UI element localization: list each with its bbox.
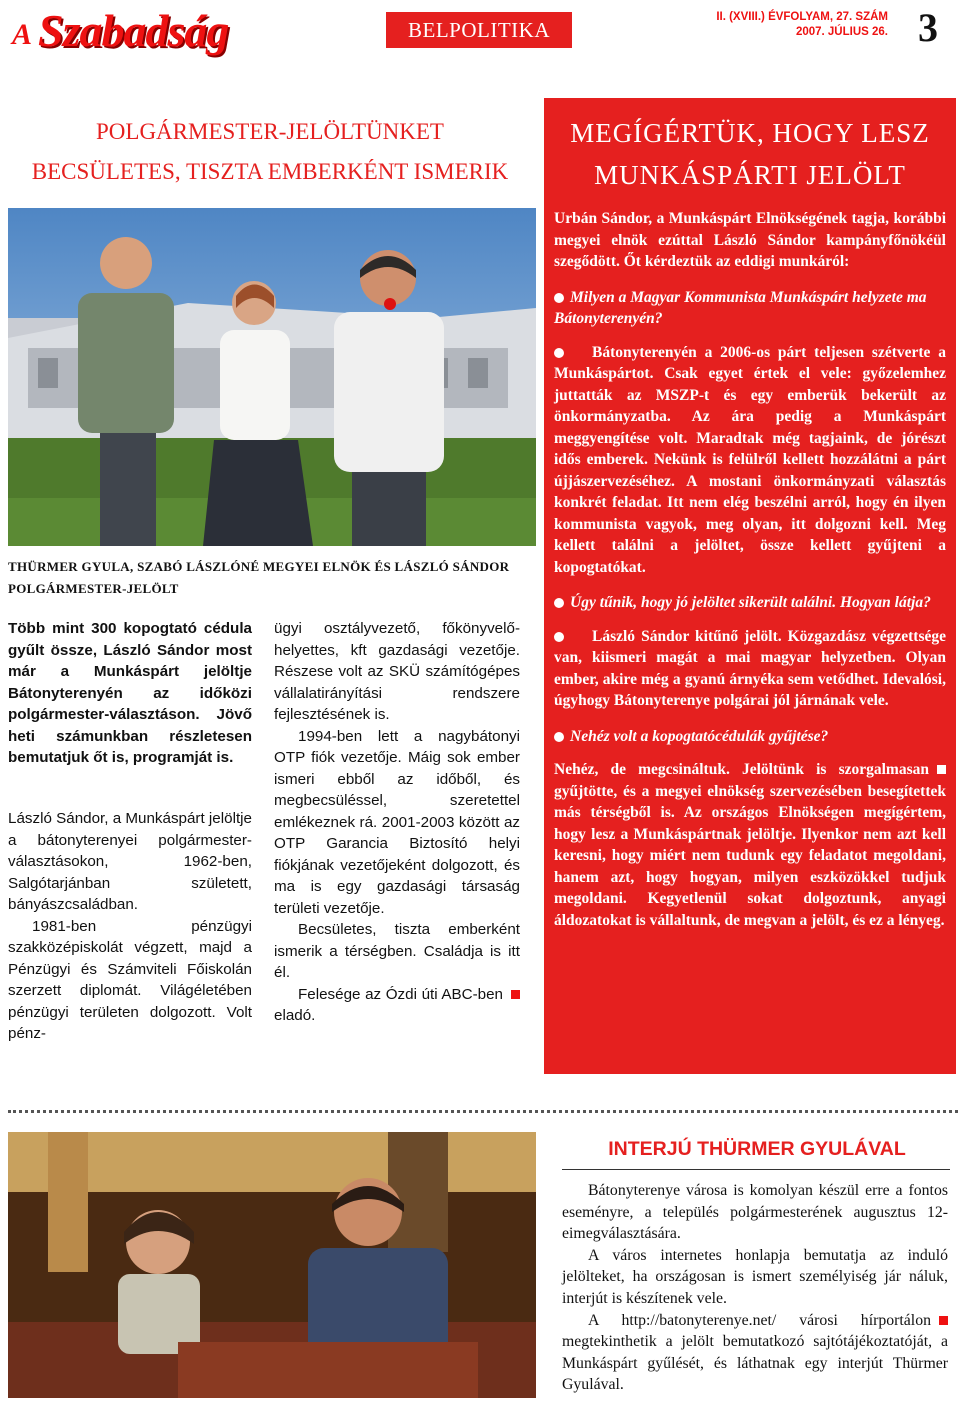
question-3 [554, 726, 946, 748]
paragraph-last [562, 1310, 948, 1396]
paragraph-last [274, 984, 520, 1027]
bullet-icon [554, 598, 564, 608]
question-2 [554, 592, 946, 614]
answer-text: Bátonyterenyén a 2006-os párt teljesen szétverte a Munkáspártot. Csak egyet értek el vele: győzelemhez juttatták az MSZP-t és egy emberük bekerült az önkormányzatba. Az ára pedig a Munkáspárt meggyengítése volt. Maradtak még tagjaink, de jórészt idős emberek. Nekünk is felülről kellett hozzálátni a párt újjászervezéséhez. A mostani önkormányzati választás konkrét feladat. Itt nem elég beszélni arról, hogy én ilyen kommunista vagyok, meg olyan, itt dolgozni kell. Meg kellett találni a jelöltet, össze kellett gyűjteni a kopogtatókat. [554, 343, 946, 576]
photo-caption: THÜRMER GYULA, SZABÓ LÁSZLÓNÉ MEGYEI ELNÖK ÉS LÁSZLÓ SÁNDOR POLGÁRMESTER-JELÖLT [8, 559, 510, 596]
page-number: 3 [918, 5, 938, 50]
red-box-title [544, 112, 956, 196]
issue-info [716, 10, 888, 40]
paragraph: Becsületes, tiszta emberként ismerik a térségben. Családja is itt él. [274, 921, 520, 981]
red-interview-box [544, 98, 956, 1074]
article-body-column-2 [274, 618, 520, 1027]
paragraph-text: Felesége az Ózdi úti ABC-ben eladó. [274, 985, 503, 1024]
logo-name: Szabadság [38, 5, 229, 56]
red-title-line1: MEGÍGÉRTÜK, HOGY LESZ [570, 118, 930, 148]
logo-prefix: A [12, 18, 33, 51]
red-title-line2: MUNKÁSPÁRTI JELÖLT [594, 160, 906, 190]
end-mark-icon [511, 990, 520, 999]
question-text: Úgy tűnik, hogy jó jelöltet sikerült találni. Hogyan látja? [570, 594, 931, 611]
interview-title-rule [562, 1169, 950, 1170]
photo-interview-illustration [8, 1132, 536, 1398]
photo-candidates-outdoor [8, 208, 536, 546]
paragraph: 1994-ben lett a nagybátonyi OTP fiók vezetője. Máig sok ember ismeri ebből az időből, és megbecsüléssel, szeretettel emlékeznek rá. 2001-2003 között az OTP Garancia Biztosító helyi fiókjának vezetőjeként dolgozott, és ma is egy gazdasági társaság területi vezetője. [274, 727, 520, 917]
interview-body [562, 1180, 948, 1396]
photo-interview [8, 1132, 536, 1398]
section-label: BELPOLITIKA [386, 12, 572, 48]
paragraph: 1981-ben pénzügyi szakközépiskolát végzett, majd a Pénzügyi és Számviteli Főiskolán szerzett diplomát. Világéletében pénzügyi területen dolgozott. Volt pénz- [8, 917, 252, 1042]
question-text: Milyen a Magyar Kommunista Munkáspárt helyzete ma Bátonyterenyén? [554, 288, 927, 327]
bullet-icon [554, 732, 564, 742]
answer-2 [554, 626, 946, 712]
end-mark-icon [937, 765, 946, 774]
bullet-icon [554, 632, 564, 642]
photo-outdoor-illustration [8, 208, 536, 546]
answer-text: László Sándor kitűnő jelölt. Közgazdász végzettsége van, kiismeri magát a mai magyar helyzetben. Olyan ember, akire még a gyanú árnyéka sem vetődhet. Idevalósi, úgyhogy Bátonyterenye polgárai jól járnának vele. [554, 627, 946, 709]
paragraph: A város internetes honlapja bemutatja az induló jelölteket, ha országosan is ismert személyiség jár náluk, interjút is készítenek vele. [562, 1246, 948, 1307]
bullet-icon [554, 293, 564, 303]
end-mark-icon [939, 1316, 948, 1325]
section-divider [8, 1110, 958, 1113]
article-lead: Több mint 300 kopogtató cédula gyűlt össze, László Sándor most már a Munkáspárt jelöltje Bátonyterenyén az időközi polgármester-választáson. Jövő heti számunkban részletesen bemutatjuk őt is, programját is. [8, 620, 252, 766]
left-article-title [10, 112, 530, 192]
bullet-icon [554, 348, 564, 358]
paragraph: László Sándor, a Munkáspárt jelöltje a bátonyterenyei polgármester-választásokon, 1962-ben, Salgótarjánban született, bányászcsaládban. [8, 810, 252, 913]
answer-text: Nehéz, de megcsináltuk. Jelöltünk is szorgalmasan gyűjtötte, és a megyei elnökség szervezésében besegítettek más térségből is. Az országos Elnökségen megígértem, hogy lesz a Munkáspártnak jelöltje. Ilyenkor nem azt kell keresni, hogy miért nem tudunk egy feladatot megoldani, hanem azt, hogy hogyan, milyen eszközökkel tudjuk megoldani. Kegyetlenül sokat dolgoztunk, anyagi áldozatokat is vállaltunk, de megvan a jelölt, és ez a lényeg. [554, 761, 946, 929]
left-title-line1: POLGÁRMESTER-JELÖLTÜNKET [96, 119, 444, 144]
interview-intro: Urbán Sándor, a Munkáspárt Elnökségének tagja, korábbi megyei elnök ezúttal László Sándor kampányfőnökéül szegődött. Őt kérdeztük az eddigi munkáról: [554, 210, 946, 270]
answer-1 [554, 342, 946, 579]
question-text: Nehéz volt a kopogtatócédulák gyűjtése? [570, 727, 829, 745]
paragraph-text: A http://batonyterenye.net/ városi hírportálon megtekinthetik a jelölt bemutatkozó sajtótájékoztatóját, a Munkáspárt gyűlését, és láthatnak egy interjút Thürmer Gyulával. [562, 1311, 948, 1394]
answer-3 [554, 759, 946, 931]
left-title-line2: BECSÜLETES, TISZTA EMBERKÉNT ISMERIK [31, 159, 509, 184]
newspaper-logo[interactable] [8, 4, 238, 58]
issue-number: II. (XVIII.) ÉVFOLYAM, 27. SZÁM [716, 11, 888, 23]
article-body-column-1 [8, 808, 252, 1045]
interview-title: INTERJÚ THÜRMER GYULÁVAL [608, 1138, 906, 1160]
masthead [0, 0, 960, 60]
question-1 [554, 287, 946, 330]
paragraph: Bátonyterenye városa is komolyan készül erre a fontos eseményre, a település polgármesterének augusztus 12-eimegválasztására. [562, 1182, 948, 1243]
paragraph: ügyi osztályvezető, főkönyvelő-helyettes, kft gazdasági vezetője. Részese volt az SKÜ számítógépes vállalatirányítási rendszere fejlesztésének is. [274, 620, 520, 723]
issue-date: 2007. JÚLIUS 26. [795, 26, 888, 38]
